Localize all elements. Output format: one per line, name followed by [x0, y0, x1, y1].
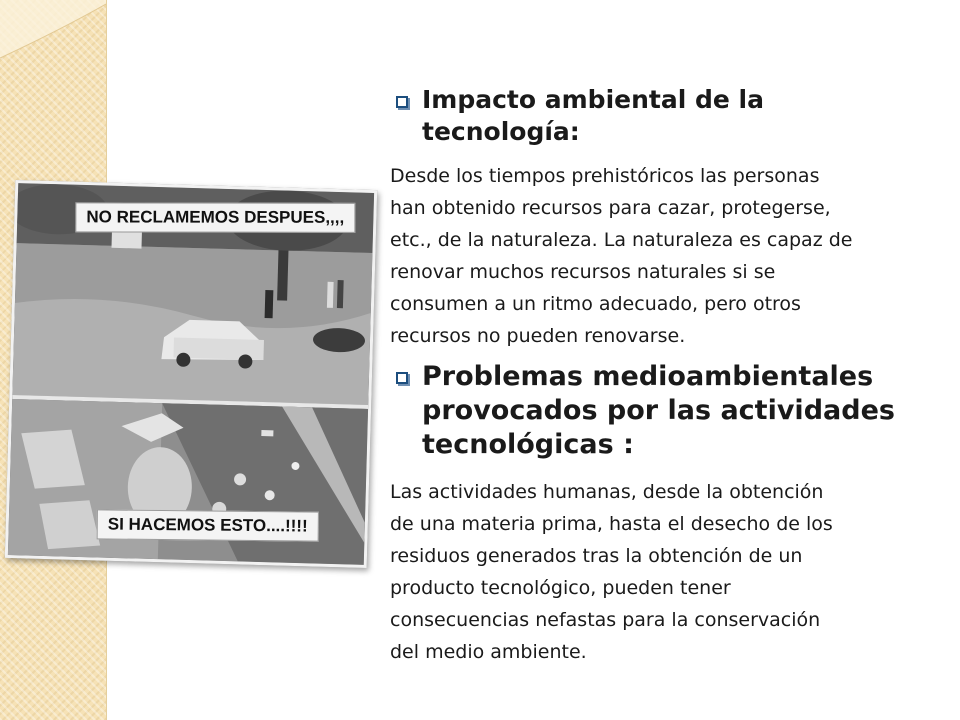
paragraph-line: de una materia prima, hasta el desecho de los [390, 513, 833, 535]
section-heading-impact [390, 84, 950, 148]
paragraph-problemas [390, 476, 950, 668]
paragraph-line: recursos no pueden renovarse. [390, 325, 686, 347]
paragraph-line: etc., de la naturaleza. La naturaleza es capaz de [390, 229, 853, 251]
photo-top-caption: NO RECLAMEMOS DESPUES,,,, [75, 202, 355, 232]
square-bullet-icon [396, 96, 408, 108]
slide-text-content [390, 84, 950, 676]
heading-impacto-ambiental: Impacto ambiental de la tecnología: [422, 85, 764, 146]
paragraph-line: han obtenido recursos para cazar, protegerse, [390, 197, 831, 219]
square-bullet-icon [396, 372, 408, 384]
flood-trash-photo-collage [5, 180, 377, 568]
paragraph-line: consumen a un ritmo adecuado, pero otros [390, 293, 801, 315]
paragraph-impacto [390, 160, 950, 352]
paragraph-line: residuos generados tras la obtención de un [390, 545, 803, 567]
photo-illustration [8, 183, 374, 565]
paragraph-line: Las actividades humanas, desde la obtención [390, 481, 824, 503]
photo-bottom-caption: SI HACEMOS ESTO....!!!! [97, 509, 319, 541]
paragraph-line: producto tecnológico, pueden tener [390, 577, 731, 599]
paragraph-line: del medio ambiente. [390, 641, 587, 663]
heading-problemas-medioambientales: Problemas medioambientales provocados por las actividades tecnológicas : [422, 361, 895, 460]
paragraph-line: Desde los tiempos prehistóricos las personas [390, 165, 820, 187]
paragraph-line: renovar muchos recursos naturales si se [390, 261, 776, 283]
page-curl-decoration [0, 0, 106, 60]
paragraph-line: consecuencias nefastas para la conservación [390, 609, 821, 631]
section-heading-problems [390, 360, 950, 462]
